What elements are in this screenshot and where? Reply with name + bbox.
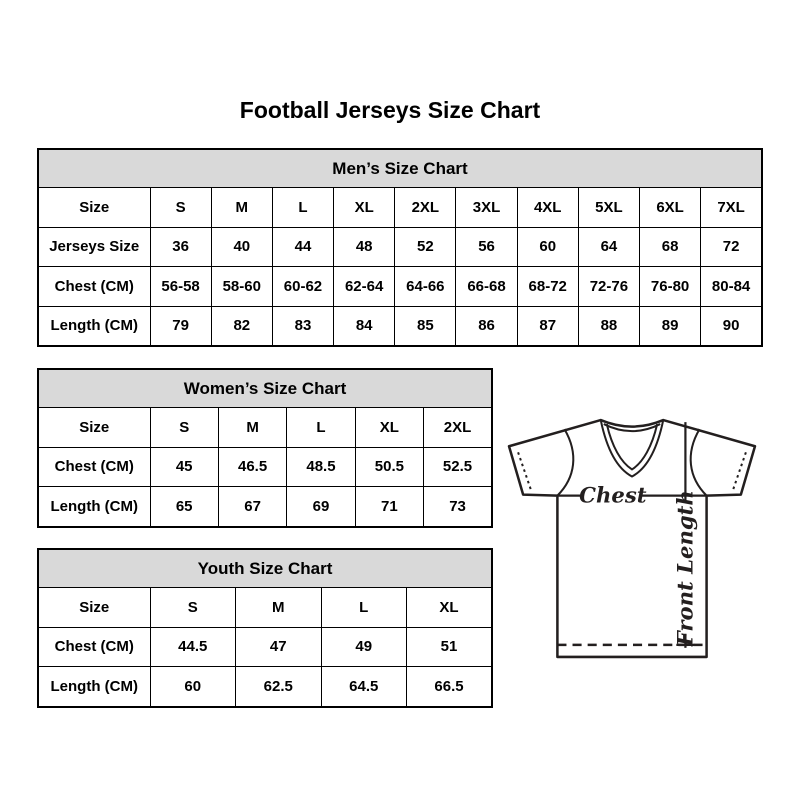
mens-cell: M <box>211 188 272 228</box>
womens-section-title: Women’s Size Chart <box>38 369 492 408</box>
womens-row-label: Length (CM) <box>38 487 150 527</box>
womens-cell: 73 <box>424 487 492 527</box>
mens-cell: 84 <box>334 306 395 346</box>
womens-cell: S <box>150 408 218 448</box>
mens-cell: 60-62 <box>272 267 333 307</box>
womens-size-chart-table <box>37 368 493 528</box>
youth-cell: M <box>236 588 322 628</box>
table-row <box>38 267 762 307</box>
jersey-measurement-diagram <box>507 415 759 665</box>
womens-cell: 48.5 <box>287 447 355 487</box>
table-row <box>38 487 492 527</box>
mens-cell: 79 <box>150 306 211 346</box>
mens-cell: 89 <box>640 306 701 346</box>
mens-cell: 56-58 <box>150 267 211 307</box>
mens-cell: 40 <box>211 227 272 267</box>
youth-cell: 64.5 <box>321 667 407 707</box>
youth-cell: XL <box>407 588 493 628</box>
womens-row-label: Size <box>38 408 150 448</box>
table-row <box>38 227 762 267</box>
mens-cell: 72 <box>701 227 762 267</box>
table-row <box>38 408 492 448</box>
youth-section-title: Youth Size Chart <box>38 549 492 588</box>
youth-row-label: Size <box>38 588 150 628</box>
mens-cell: XL <box>334 188 395 228</box>
front-length-label: Front Length <box>672 490 698 647</box>
mens-cell: 66-68 <box>456 267 517 307</box>
table-row <box>38 627 492 667</box>
section-header-row <box>38 149 762 188</box>
mens-cell: 48 <box>334 227 395 267</box>
womens-cell: XL <box>355 408 423 448</box>
mens-cell: 80-84 <box>701 267 762 307</box>
mens-cell: 7XL <box>701 188 762 228</box>
mens-cell: 56 <box>456 227 517 267</box>
mens-cell: 64-66 <box>395 267 456 307</box>
womens-cell: 52.5 <box>424 447 492 487</box>
mens-row-label: Size <box>38 188 150 228</box>
mens-cell: 36 <box>150 227 211 267</box>
jersey-outline <box>509 420 755 657</box>
youth-cell: 49 <box>321 627 407 667</box>
mens-table <box>37 148 763 347</box>
mens-cell: 76-80 <box>640 267 701 307</box>
section-header-row <box>38 369 492 408</box>
mens-cell: 68 <box>640 227 701 267</box>
table-row <box>38 188 762 228</box>
mens-section-title: Men’s Size Chart <box>38 149 762 188</box>
table-row <box>38 588 492 628</box>
section-header-row <box>38 549 492 588</box>
youth-cell: S <box>150 588 236 628</box>
womens-row-label: Chest (CM) <box>38 447 150 487</box>
page-title: Football Jerseys Size Chart <box>239 97 541 123</box>
chest-label: Chest <box>579 482 647 508</box>
mens-cell: 6XL <box>640 188 701 228</box>
mens-cell: 82 <box>211 306 272 346</box>
womens-cell: 65 <box>150 487 218 527</box>
mens-cell: 5XL <box>578 188 639 228</box>
mens-cell: 4XL <box>517 188 578 228</box>
mens-cell: 85 <box>395 306 456 346</box>
womens-cell: L <box>287 408 355 448</box>
table-row <box>38 667 492 707</box>
mens-cell: 64 <box>578 227 639 267</box>
mens-cell: 52 <box>395 227 456 267</box>
womens-cell: 45 <box>150 447 218 487</box>
mens-row-label: Jerseys Size <box>38 227 150 267</box>
mens-cell: 87 <box>517 306 578 346</box>
womens-cell: 46.5 <box>218 447 286 487</box>
youth-cell: 51 <box>407 627 493 667</box>
mens-cell: 86 <box>456 306 517 346</box>
youth-cell: 62.5 <box>236 667 322 707</box>
mens-cell: 90 <box>701 306 762 346</box>
mens-row-label: Chest (CM) <box>38 267 150 307</box>
mens-cell: 68-72 <box>517 267 578 307</box>
youth-cell: 44.5 <box>150 627 236 667</box>
mens-row-label: Length (CM) <box>38 306 150 346</box>
youth-table <box>37 548 493 708</box>
table-row <box>38 306 762 346</box>
mens-cell: L <box>272 188 333 228</box>
womens-cell: 50.5 <box>355 447 423 487</box>
mens-cell: 83 <box>272 306 333 346</box>
youth-cell: L <box>321 588 407 628</box>
womens-cell: M <box>218 408 286 448</box>
mens-cell: 88 <box>578 306 639 346</box>
youth-row-label: Chest (CM) <box>38 627 150 667</box>
mens-cell: 60 <box>517 227 578 267</box>
youth-size-chart-table <box>37 548 493 708</box>
mens-cell: 44 <box>272 227 333 267</box>
womens-table <box>37 368 493 528</box>
youth-row-label: Length (CM) <box>38 667 150 707</box>
mens-size-chart-table <box>37 148 763 347</box>
womens-cell: 67 <box>218 487 286 527</box>
youth-cell: 66.5 <box>407 667 493 707</box>
table-row <box>38 447 492 487</box>
mens-cell: 3XL <box>456 188 517 228</box>
youth-cell: 47 <box>236 627 322 667</box>
mens-cell: 2XL <box>395 188 456 228</box>
mens-cell: 58-60 <box>211 267 272 307</box>
womens-cell: 69 <box>287 487 355 527</box>
womens-cell: 71 <box>355 487 423 527</box>
mens-cell: 62-64 <box>334 267 395 307</box>
mens-cell: 72-76 <box>578 267 639 307</box>
mens-cell: S <box>150 188 211 228</box>
youth-cell: 60 <box>150 667 236 707</box>
womens-cell: 2XL <box>424 408 492 448</box>
